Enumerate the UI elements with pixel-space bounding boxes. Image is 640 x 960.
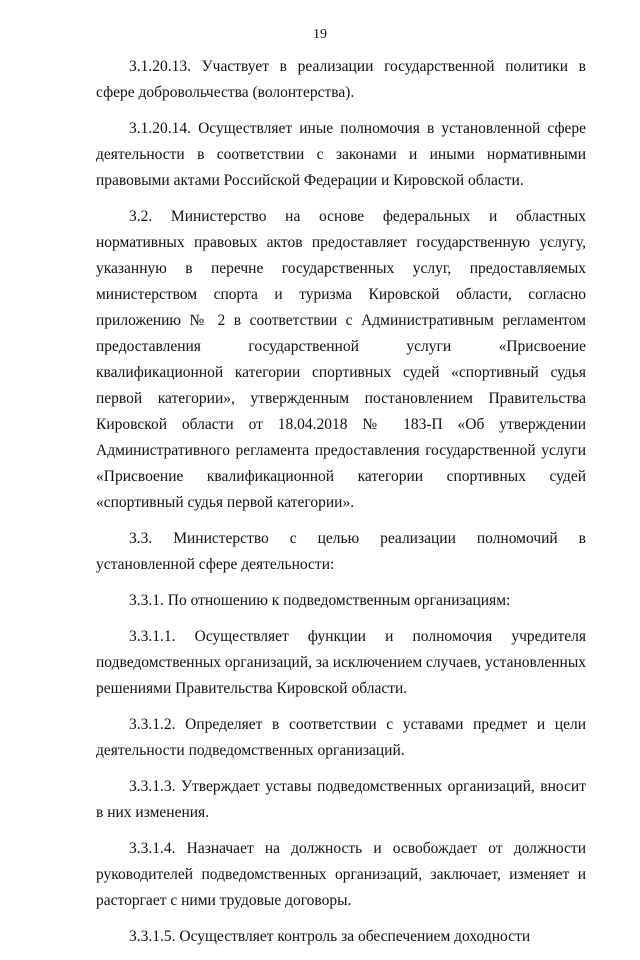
- paragraph-3-3-1-4: 3.3.1.4. Назначает на должность и освобождает от должности руководителей подведомственных организаций, заключает, изменяет и расторгает с ними трудовые договоры.: [96, 840, 586, 909]
- paragraph-3-1-20-14: 3.1.20.14. Осуществляет иные полномочия в установленной сфере деятельности в соответствии с законами и иными нормативными правовыми актами Российской Федерации и Кировской области.: [96, 120, 586, 189]
- paragraph-3-3-1-5: 3.3.1.5. Осуществляет контроль за обеспечением доходности: [129, 928, 531, 945]
- document-body: [96, 54, 586, 960]
- paragraph-3-3-1-1: 3.3.1.1. Осуществляет функции и полномочия учредителя подведомственных организаций, за исключением случаев, установленных решениями Правительства Кировской области.: [96, 628, 587, 697]
- paragraph-3-3: 3.3. Министерство с целью реализации полномочий в установленной сфере деятельности:: [96, 530, 586, 573]
- paragraph-3-3-1-2: 3.3.1.2. Определяет в соответствии с уставами предмет и цели деятельности подведомственных организаций.: [96, 716, 586, 759]
- paragraph-3-1-20-13: 3.1.20.13. Участвует в реализации государственной политики в сфере добровольчества (волонтерства).: [96, 58, 586, 101]
- page-number: 19: [313, 27, 327, 42]
- paragraph-3-3-1-3: 3.3.1.3. Утверждает уставы подведомственных организаций, вносит в них изменения.: [96, 778, 586, 821]
- paragraph-3-2: 3.2. Министерство на основе федеральных и областных нормативных правовых актов предоставляет государственную услугу, указанную в перечне государственных услуг, предоставляемых министерством спорта и туризма Кировской области, согласно приложению № 2 в соответствии с Административным регламентом предоставления государственной услуги «Присвоение квалификационной категории спортивных судей «спортивный судья первой категории», утвержденным постановлением Правительства Кировской области от 18.04.2018 № 183-П «Об утверждении Административного регламента предоставления государственной услуги «Присвоение квалификационной категории спортивных судей «спортивный судья первой категории».: [96, 208, 586, 511]
- paragraph-3-3-1: 3.3.1. По отношению к подведомственным организациям:: [129, 592, 511, 609]
